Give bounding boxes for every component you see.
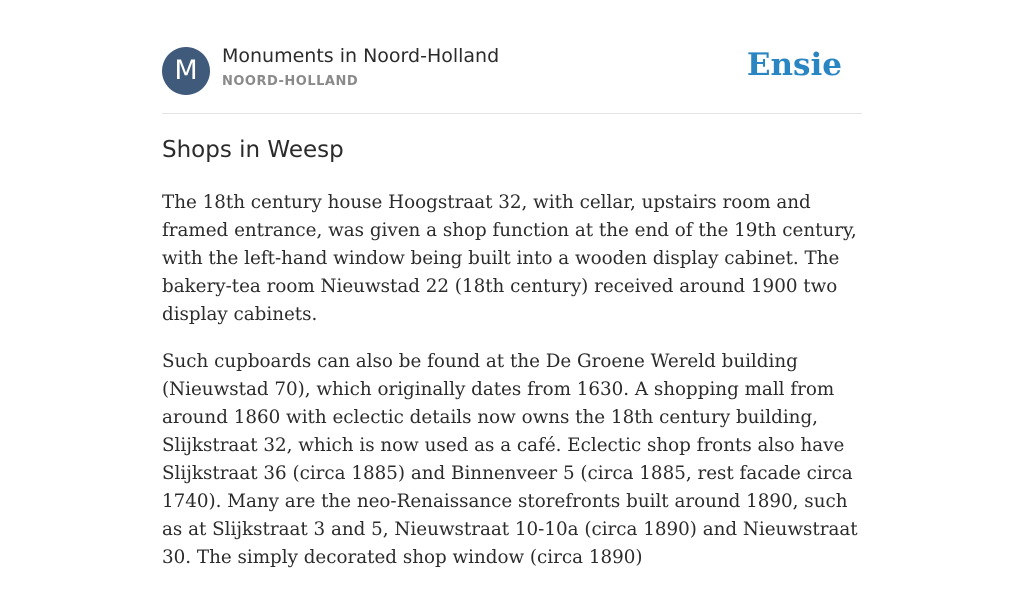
article-body bbox=[162, 189, 862, 591]
article-paragraph: The 18th century house Hoogstraat 32, with cellar, upstairs room and framed entrance, was given a shop function at the end of the 19th century, with the left-hand window being built into a wooden display cabinet. The bakery-tea room Nieuwstad 22 (18th century) received around 1900 two display cabinets. bbox=[162, 192, 857, 325]
article-title: Shops in Weesp bbox=[162, 137, 344, 163]
avatar[interactable]: M bbox=[162, 47, 210, 95]
brand-logo-link[interactable]: Ensie bbox=[746, 47, 842, 83]
article-paragraph: Such cupboards can also be found at the De Groene Wereld building (Nieuwstad 70), which originally dates from 1630. A shopping mall from around 1860 with eclectic details now owns the 18th century building, Slijkstraat 32, which is now used as a café. Eclectic shop fronts also have Slijkstraat 36 (circa 1885) and Binnenveer 5 (circa 1885, rest facade circa 1740). Many are the neo-Renaissance storefronts built around 1890, such as at Slijkstraat 3 and 5, Nieuwstraat 10-10a (circa 1890) and Nieuwstraat 30. The simply decorated shop window (circa 1890) bbox=[162, 351, 858, 568]
page bbox=[162, 0, 862, 568]
header bbox=[162, 0, 862, 114]
source-subtitle[interactable]: NOORD-HOLLAND bbox=[222, 74, 359, 89]
source-title[interactable]: Monuments in Noord-Holland bbox=[222, 45, 500, 67]
